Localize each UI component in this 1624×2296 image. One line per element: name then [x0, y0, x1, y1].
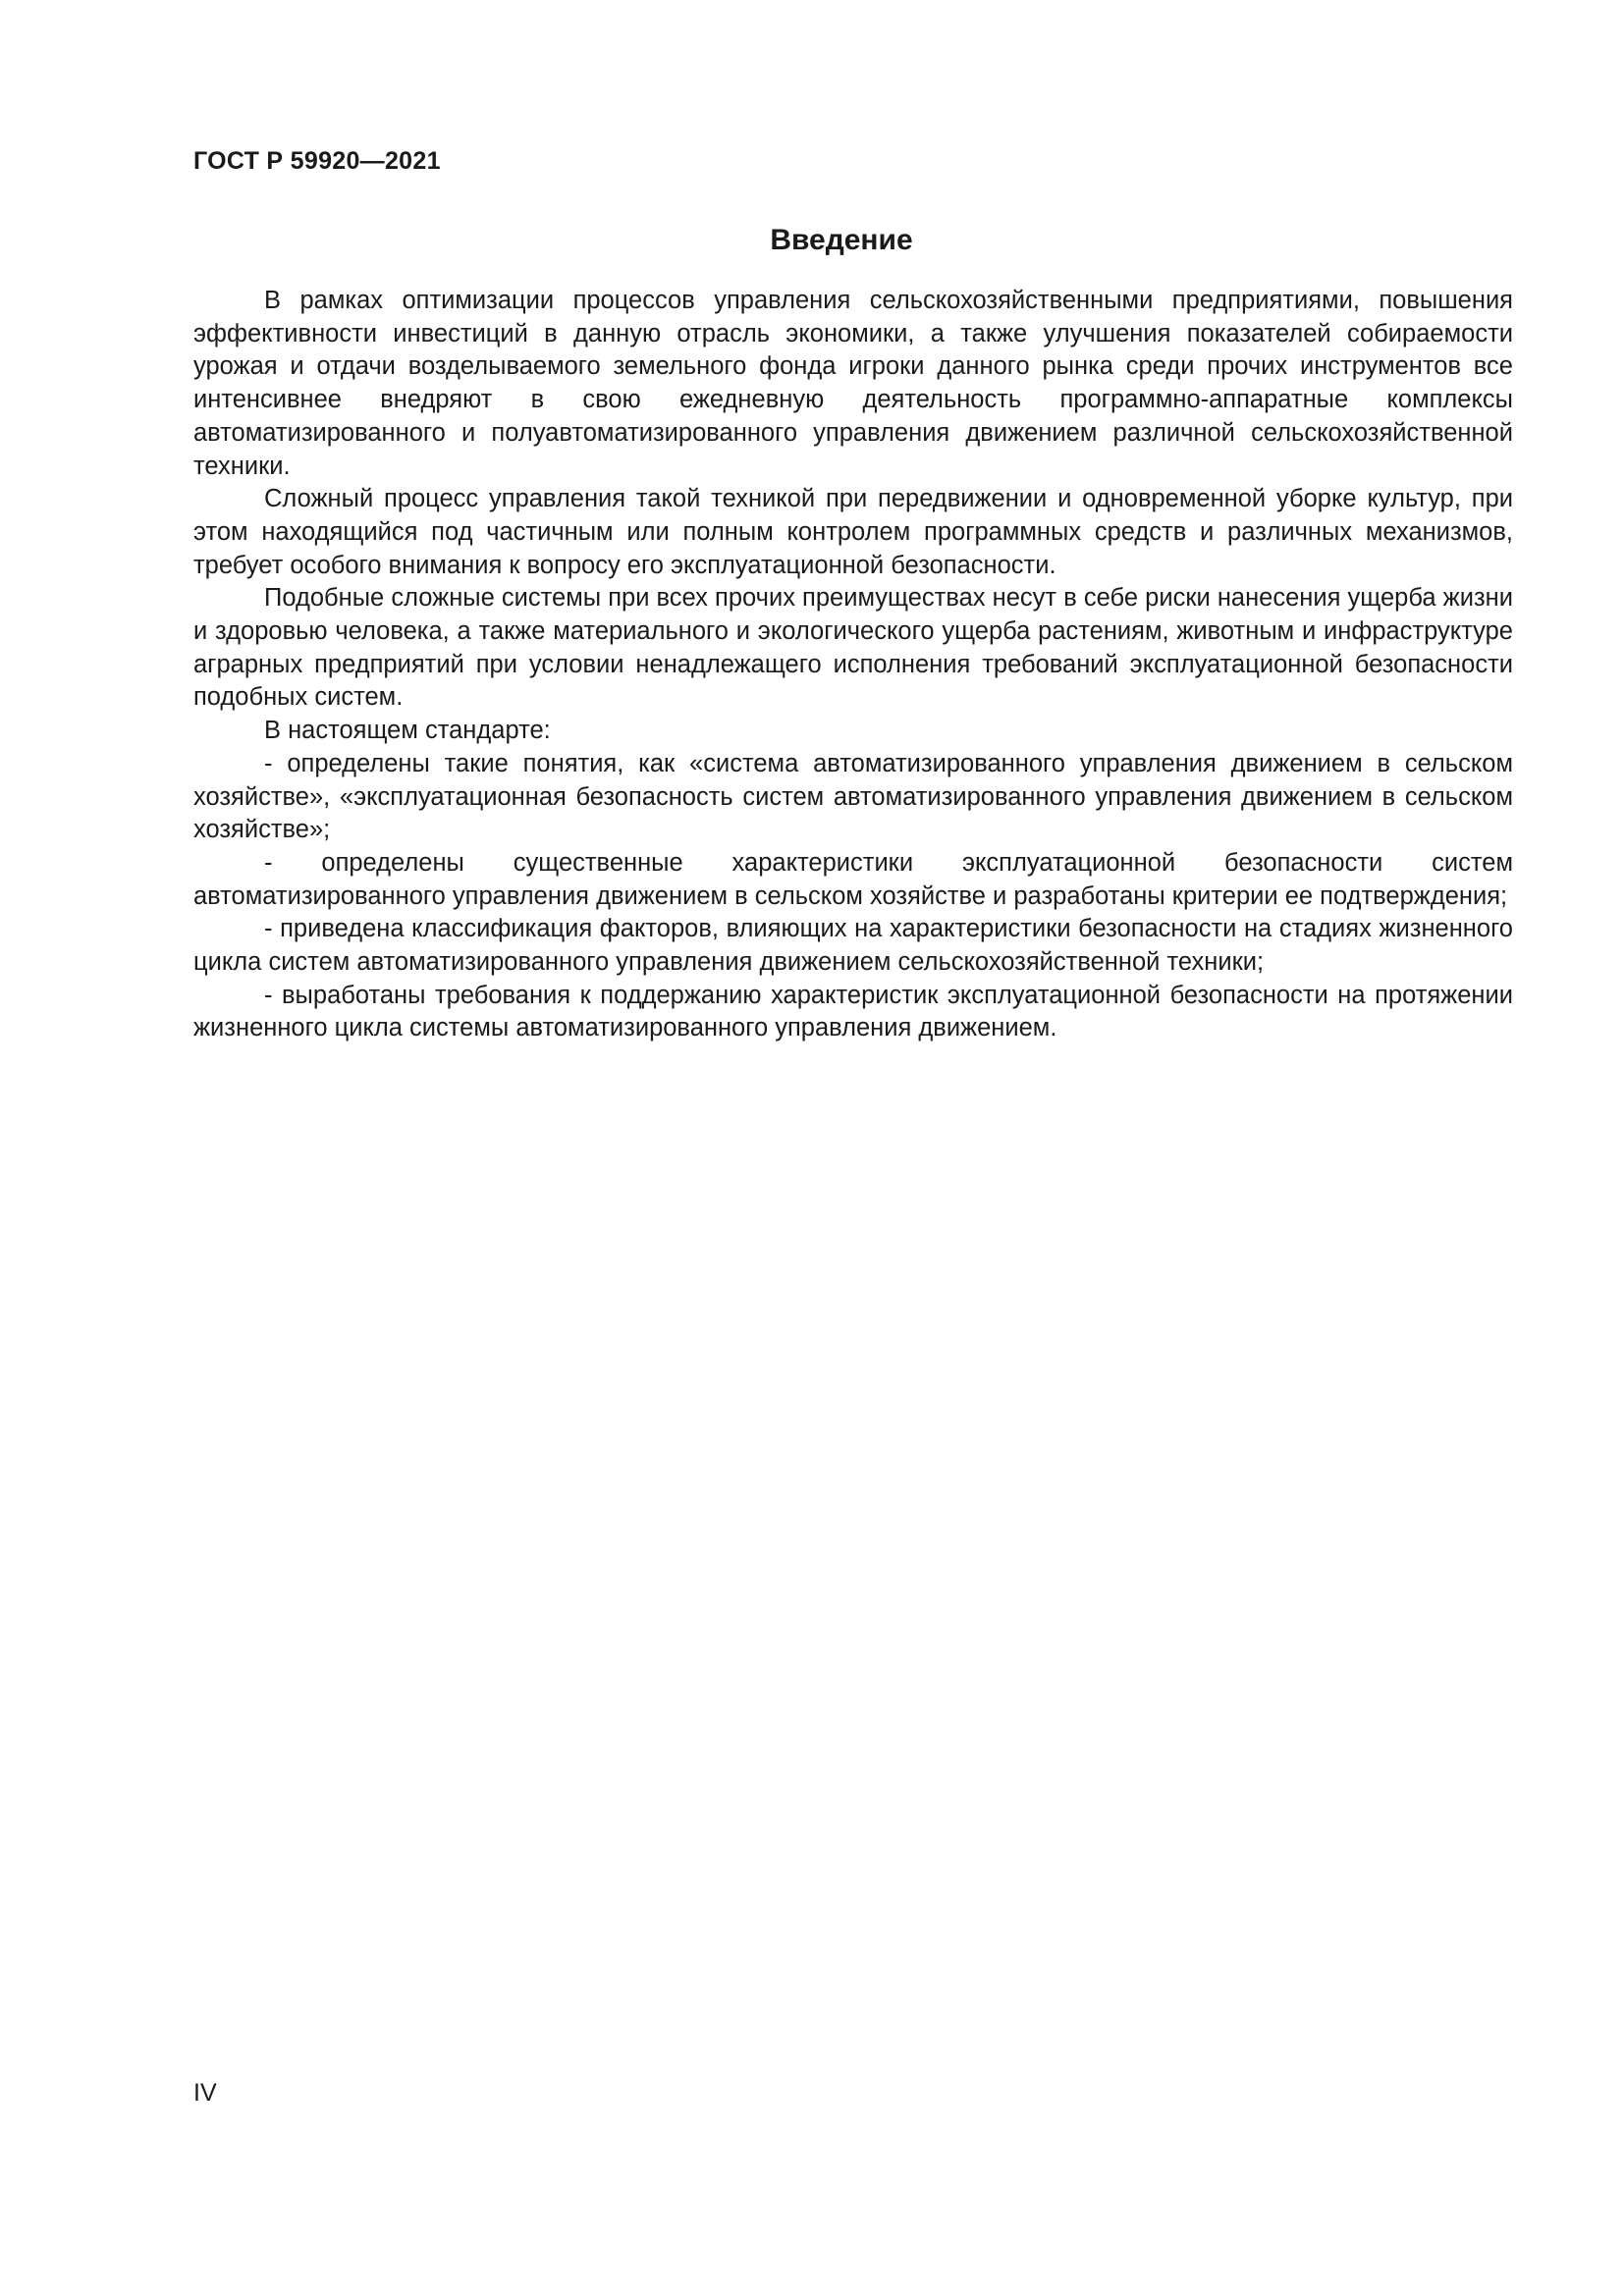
list-item: - выработаны требования к поддержанию характеристик эксплуатационной безопасности на протяжении жизненного цикла системы автоматизированного управления движением.: [193, 981, 1513, 1042]
list-item: - определены существенные характеристики эксплуатационной безопасности систем автоматизированного управления движением в сельском хозяйстве и разработаны критерии ее подтверждения;: [193, 848, 1513, 910]
list-item: - определены такие понятия, как «система автоматизированного управления движением в сельском хозяйстве», «эксплуатационная безопасность систем автоматизированного управления движением в сельском хозяйстве»;: [193, 749, 1513, 844]
paragraph: В рамках оптимизации процессов управления сельскохозяйственными предприятиями, повышения эффективности инвестиций в данную отрасль экономики, а также улучшения показателей собираемости урожая и отдачи возделываемого земельного фонда игроки данного рынка среди прочих инструментов все интенсивнее внедряют в свою ежедневную деятельность программно-аппаратные комплексы автоматизированного и полуавтоматизированного управления движением различной сельскохозяйственной техники.: [193, 287, 1513, 480]
document-code-header: ГОСТ Р 59920—2021: [193, 147, 441, 175]
paragraph: Подобные сложные системы при всех прочих преимуществах несут в себе риски нанесения ущерба жизни и здоровью человека, а также материального и экологического ущерба растениям, животным и инфраструктуре аграрных предприятий при условии ненадлежащего исполнения требований эксплуатационной безопасности подобных систем.: [193, 584, 1513, 712]
page-number: IV: [193, 2079, 217, 2107]
paragraph: В настоящем стандарте:: [264, 717, 551, 745]
section-title: Введение: [770, 224, 913, 256]
introduction-body: [193, 285, 1513, 1045]
list-item: - приведена классификация факторов, влияющих на характеристики безопасности на стадиях жизненного цикла систем автоматизированного управления движением сельскохозяйственной техники;: [193, 915, 1513, 977]
paragraph: Сложный процесс управления такой техникой при передвижении и одновременной уборке культур, при этом находящийся под частичным или полным контролем программных средств и различных механизмов, требует особого внимания к вопросу его эксплуатационной безопасности.: [193, 485, 1513, 579]
